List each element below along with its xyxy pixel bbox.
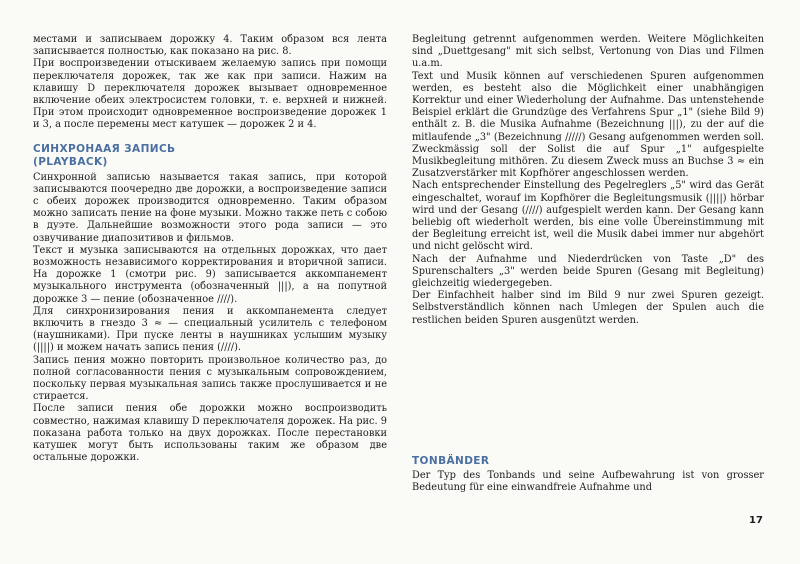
paragraph-taste: Nach der Aufnahme und Niederdrücken von Taste „D" des Spurenschalters „3" werden beide Spuren (Gesang mit Begleitung) gleichzeitig wiedergegeben. — [412, 253, 764, 290]
section-subheading-playback: (PLAYBACK) — [33, 155, 108, 168]
paragraph-einfachheit: Der Einfachheit halber sind im Bild 9 nur zwei Spuren gezeigt. Selbstverständlich können nach Umlegen der Spulen auch die restlichen beiden Spuren ausgenützt werden. — [412, 290, 764, 326]
paragraph-text-music: Текст и музыка записываются на отдельных дорожках, что дает возможность независимого корректирования и вторичной записи. На дорожке 1 (смотри рис. 9) записывается аккомпанемент музыкального инструмента (обозначенный |||), а на попутной дорожке 3 — пение (обозначенное ////). — [33, 244, 387, 305]
paragraph-pegel: Nach entsprechender Einstellung des Pegelreglers „5" wird das Gerät eingeschaltet, worauf im Kopfhörer die Begleitungsmusik (||||) hörbar wird und der Gesang (////) aufgespielt werden kann. Der Gesang kann beliebig oft wiederholt werden, bis eine volle Übereinstimmung mit der Begleitung erreicht ist, weil die Musik dabei immer nur abgehört und nicht gelöscht wird. — [412, 180, 764, 253]
section-heading-tonbaender: TONBÄNDER — [412, 455, 490, 467]
paragraph-sync-definition: Синхронной записью называется такая запись, при которой записываются поочередно две дорожки, а воспроизведение записи с обеих дорожек производится одновременно. Таким образом можно записать пение на фоне музыки. Можно также петь с собою в дуэте. Дальнейшие возможности этого рода записи — это озвучивание диапозитивов и фильмов. — [33, 171, 388, 244]
paragraph-intro: местами и записываем дорожку 4. Таким образом вся лента записывается полностью, как показано на рис. 8. — [33, 34, 387, 58]
tonbaender-text — [412, 470, 764, 494]
paragraph-repeat: Запись пения можно повторить произвольное количество раз, до полной согласованности пения с музыкальным сопровождением, поскольку первая музыкальная запись также прослушивается и не стирается. — [33, 354, 387, 403]
paragraph-sync-record: Для синхронизирования пения и аккомпанемента следует включить в гнездо 3 ≈ — специальный усилитель с телефоном (наушниками). При пуске ленты в наушниках услышим музыку (||||) и можем начать запись пения (////). — [33, 305, 387, 354]
paragraph-tonband: Der Typ des Tonbands und seine Aufbewahrung ist von grosser Bedeutung für eine einwandfreie Aufnahme und — [412, 470, 764, 494]
paragraph-text-musik: Text und Musik können auf verschiedenen Spuren aufgenommen werden, es besteht also die Möglichkeit einer unabhängigen Korrektur und einer Wiederholung der Aufnahme. Das untenstehende Beispiel erklärt die Grundzüge des Verfahrens Spur „1" (siehe Bild 9) enthält z. B. die Musika Aufnahme (Bezeichnung |||), zu der auf die mitlaufende „3" (Bezeichnung /////) Gesang aufgenommen werden soll. Zweckmässig soll der Solist die auf Spur „1" aufgespielte Musikbegleitung mithören. Zu diesem Zweck muss an Buchse 3 ≈ ein Zusatzverstärker mit Kopfhörer angeschlossen werden. — [412, 70, 764, 180]
right-column-german — [412, 34, 764, 327]
section-heading-sync: СИНХРОНААЯ ЗАПИСЬ — [33, 142, 176, 155]
paragraph-begleitung: Begleitung getrennt aufgenommen werden. Weitere Möglichkeiten sind „Duettgesang" mit sich selbst, Vertonung von Dias und Filmen u.a.m. — [412, 34, 764, 70]
page-number: 17 — [749, 515, 763, 526]
paragraph-playback: При воспроизведении отыскиваем желаемую запись при помощи переключателя дорожек, так же как при записи. Нажим на клавишу D переключателя дорожек вызывает одновременное включение обеих электросистем головки, т. е. верхней и нижней. При этом происходит одновременное воспроизведение дорожек 1 и 3, а после перемены мест катушек — дорожек 2 и 4. — [33, 58, 387, 131]
left-column-russian — [33, 34, 387, 465]
paragraph-after: После записи пения обе дорожки можно воспроизводить совместно, нажимая клавишу D переключателя дорожек. На рис. 9 показана работа только на двух дорожках. После перестановки катушек могут быть использованы таким же образом две остальные дорожки. — [33, 403, 387, 464]
